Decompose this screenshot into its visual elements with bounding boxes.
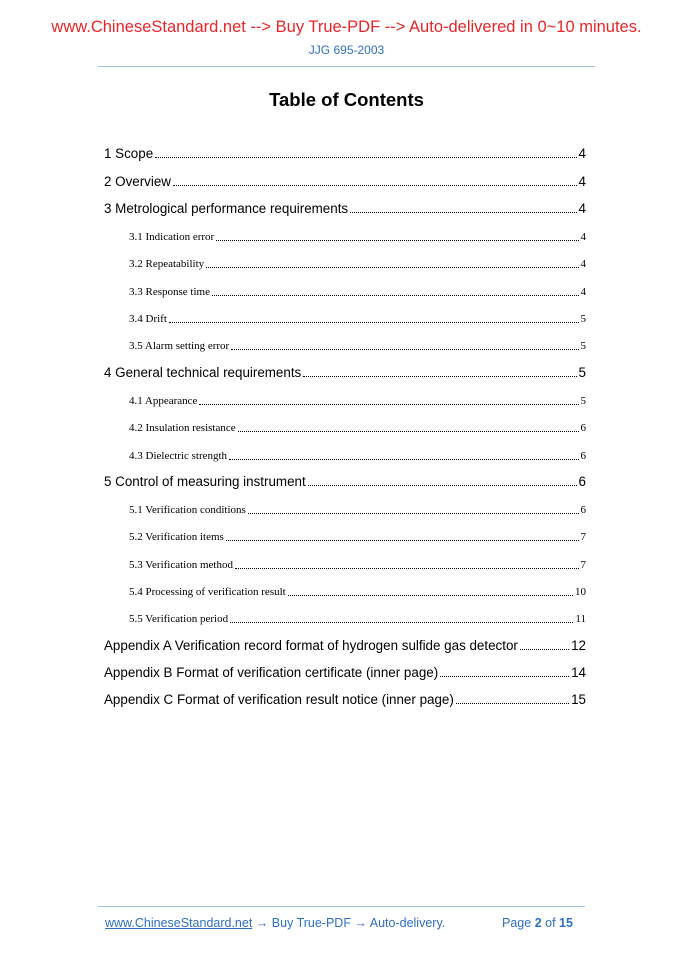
table-of-contents	[104, 138, 586, 711]
toc-entry-page: 15	[571, 692, 586, 708]
toc-entry-metrological-performance[interactable]	[104, 193, 586, 220]
page-title: Table of Contents	[269, 89, 424, 110]
toc-entry-title: 3.1 Indication error	[129, 231, 215, 244]
toc-entry-page: 6	[580, 422, 586, 435]
toc-entry-page: 10	[575, 586, 586, 599]
dot-leader	[216, 240, 578, 241]
toc-entry-page: 12	[571, 637, 586, 653]
dot-leader	[238, 431, 579, 432]
dot-leader	[231, 349, 578, 350]
toc-entry-page: 7	[580, 558, 586, 571]
toc-entry-page: 6	[578, 473, 586, 489]
toc-entry-page: 11	[575, 613, 586, 626]
toc-entry-page: 5	[580, 394, 586, 407]
toc-entry-title: 4 General technical requirements	[104, 364, 302, 380]
dot-leader	[303, 376, 576, 377]
dot-leader	[199, 404, 578, 405]
dot-leader	[173, 185, 577, 186]
toc-entry-page: 4	[578, 146, 586, 162]
dot-leader	[350, 212, 576, 213]
dot-leader	[520, 649, 569, 650]
dot-leader	[456, 703, 569, 704]
toc-entry-scope[interactable]	[104, 138, 586, 165]
page-total: 15	[559, 916, 573, 930]
toc-entry-drift[interactable]	[104, 302, 586, 329]
dot-leader	[226, 540, 579, 541]
toc-entry-page: 6	[580, 504, 586, 517]
toc-entry-title: 5.2 Verification items	[129, 531, 224, 544]
arrow-right-icon: →	[255, 916, 269, 930]
toc-entry-insulation-resistance[interactable]	[104, 411, 586, 438]
page-number	[502, 916, 573, 930]
toc-entry-title: 3.4 Drift	[129, 313, 167, 326]
toc-entry-page: 5	[580, 340, 586, 353]
page-label: Page	[502, 916, 532, 930]
toc-entry-appendix-b[interactable]	[104, 657, 586, 684]
toc-entry-title: 3.3 Response time	[129, 285, 210, 298]
dot-leader	[155, 157, 576, 158]
promo-banner[interactable]: www.ChineseStandard.net --> Buy True-PDF --> Auto-delivered in 0~10 minutes.	[51, 18, 642, 36]
dot-leader	[235, 568, 579, 569]
dot-leader	[230, 622, 573, 623]
toc-entry-dielectric-strength[interactable]	[104, 438, 586, 465]
toc-entry-title: 3.5 Alarm setting error	[129, 340, 230, 353]
toc-entry-page: 4	[578, 173, 586, 189]
dot-leader	[288, 595, 573, 596]
toc-entry-appendix-a[interactable]	[104, 629, 586, 656]
toc-entry-verification-items[interactable]	[104, 520, 586, 547]
footer-divider	[98, 906, 585, 907]
toc-entry-title: 4.1 Appearance	[129, 394, 198, 407]
toc-entry-verification-period[interactable]	[104, 602, 586, 629]
header-divider	[98, 66, 595, 67]
toc-entry-title: 1 Scope	[104, 146, 154, 162]
footer-site-link[interactable]: www.ChineseStandard.net	[105, 916, 253, 930]
dot-leader	[308, 485, 577, 486]
toc-entry-page: 6	[580, 449, 586, 462]
toc-entry-title: 5.1 Verification conditions	[129, 504, 246, 517]
toc-entry-title: 3 Metrological performance requirements	[104, 200, 349, 216]
footer-buy-text: Buy True-PDF	[271, 916, 351, 930]
footer-promo	[105, 916, 445, 930]
toc-entry-response-time[interactable]	[104, 274, 586, 301]
toc-entry-page: 4	[578, 200, 586, 216]
toc-entry-title: 3.2 Repeatability	[129, 258, 205, 271]
toc-entry-title: Appendix A Verification record format of hydrogen sulfide gas detector	[104, 637, 518, 653]
toc-entry-page: 7	[580, 531, 586, 544]
dot-leader	[440, 676, 569, 677]
of-label: of	[545, 916, 556, 930]
toc-entry-overview[interactable]	[104, 165, 586, 192]
toc-entry-title: 5 Control of measuring instrument	[104, 473, 306, 489]
toc-entry-alarm-setting-error[interactable]	[104, 329, 586, 356]
dot-leader	[212, 295, 579, 296]
dot-leader	[229, 459, 578, 460]
dot-leader	[206, 267, 578, 268]
toc-entry-indication-error[interactable]	[104, 220, 586, 247]
toc-entry-title: 5.4 Processing of verification result	[129, 586, 286, 599]
toc-entry-verification-method[interactable]	[104, 547, 586, 574]
document-code: JJG 695-2003	[308, 43, 385, 57]
dot-leader	[169, 322, 579, 323]
toc-entry-processing-of-result[interactable]	[104, 575, 586, 602]
toc-entry-verification-conditions[interactable]	[104, 493, 586, 520]
toc-entry-general-technical[interactable]	[104, 356, 586, 383]
toc-entry-title: 5.5 Verification period	[129, 613, 229, 626]
toc-entry-appearance[interactable]	[104, 384, 586, 411]
toc-entry-page: 4	[580, 258, 586, 271]
toc-entry-page: 4	[580, 285, 586, 298]
toc-entry-title: 5.3 Verification method	[129, 558, 233, 571]
toc-entry-title: 4.2 Insulation resistance	[129, 422, 236, 435]
toc-entry-appendix-c[interactable]	[104, 684, 586, 711]
toc-entry-title: Appendix C Format of verification result notice (inner page)	[104, 692, 454, 708]
toc-entry-page: 4	[580, 231, 586, 244]
arrow-right-icon: →	[354, 916, 367, 930]
toc-entry-title: 2 Overview	[104, 173, 171, 189]
toc-entry-control-of-instrument[interactable]	[104, 466, 586, 493]
toc-entry-title: Appendix B Format of verification certificate (inner page)	[104, 664, 439, 680]
page-current: 2	[534, 916, 542, 930]
toc-entry-title: 4.3 Dielectric strength	[129, 449, 228, 462]
dot-leader	[248, 513, 579, 514]
footer-delivery-text: Auto-delivery.	[369, 916, 446, 930]
toc-entry-repeatability[interactable]	[104, 247, 586, 274]
toc-entry-page: 14	[571, 664, 586, 680]
toc-entry-page: 5	[580, 313, 586, 326]
toc-entry-page: 5	[578, 364, 586, 380]
